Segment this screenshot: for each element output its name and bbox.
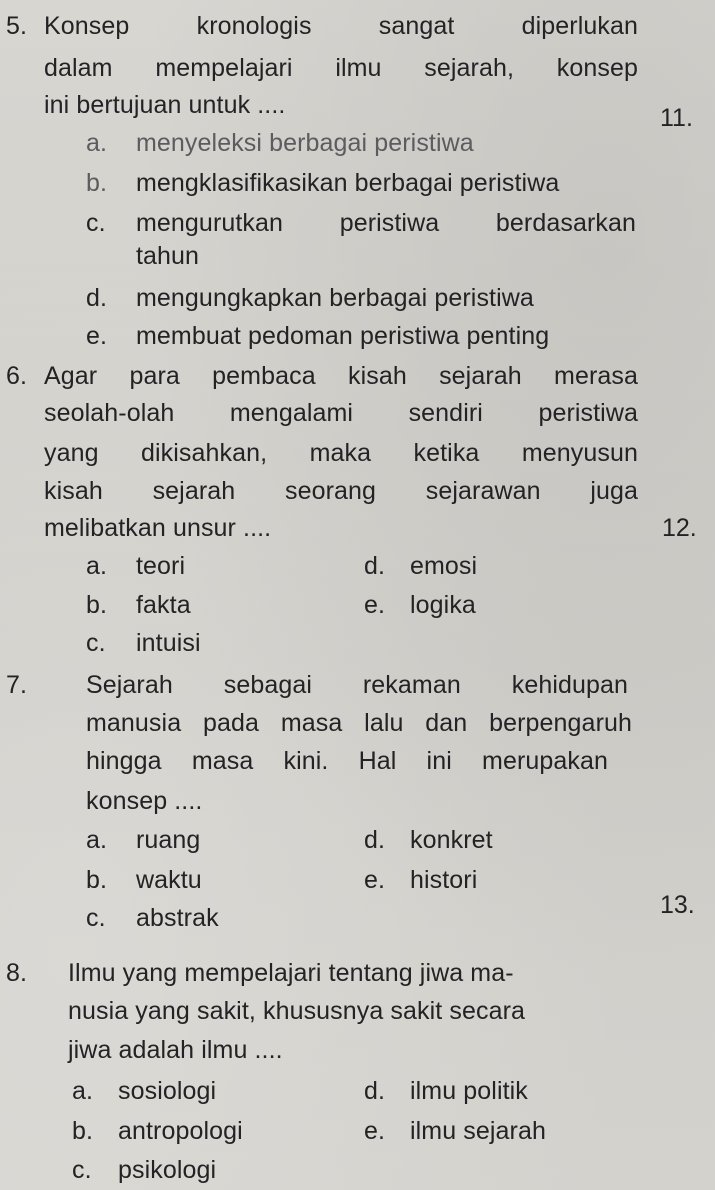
option-letter: d. [364,1077,386,1105]
question-text-line: nusia yang sakit, khususnya sakit secara [68,997,526,1025]
option-text: emosi [410,552,478,580]
question-text-line: Sejarah sebagai rekaman kehidupan [86,671,628,699]
question-text-line: melibatkan unsur .... [44,514,272,542]
option-letter: c. [86,209,106,237]
option-text: mengurutkan peristiwa berdasarkan [136,209,636,237]
option-text: fakta [136,591,191,619]
option-text: antropologi [118,1117,243,1145]
margin-question-number: 11. [660,104,693,132]
question-number: 8. [6,959,28,987]
question-text-line: hingga masa kini. Hal ini merupakan [86,747,608,775]
option-text: abstrak [136,904,219,932]
option-letter: a. [86,826,108,854]
option-text: membuat pedoman peristiwa penting [136,322,550,350]
option-letter: d. [86,284,108,312]
option-text: ilmu politik [410,1077,528,1105]
option-text: logika [410,591,476,619]
option-letter: a. [86,129,108,157]
question-text-line: dalam mempelajari ilmu sejarah, konsep [44,54,638,82]
option-text: mengungkapkan berbagai peristiwa [136,284,534,312]
option-letter: b. [86,169,108,197]
option-text: ruang [136,826,201,854]
option-text: waktu [136,866,202,894]
question-text-line: manusia pada masa lalu dan berpengaruh [86,709,632,737]
option-letter: a. [72,1077,94,1105]
option-text-continued: tahun [136,242,200,270]
option-letter: b. [72,1117,94,1145]
question-text-line: yang dikisahkan, maka ketika menyusun [44,439,638,467]
option-text: menyeleksi berbagai peristiwa [136,129,474,157]
question-text-line: konsep .... [86,787,203,815]
question-text-line: Konsep kronologis sangat diperlukan [44,12,638,40]
option-letter: e. [364,591,386,619]
option-letter: d. [364,826,386,854]
option-letter: c. [86,904,106,932]
option-text: sosiologi [118,1077,217,1105]
question-text-line: jiwa adalah ilmu .... [68,1036,283,1064]
option-text: histori [410,866,478,894]
option-letter: c. [72,1156,92,1184]
option-text: mengklasifikasikan berbagai peristiwa [136,169,560,197]
option-text: intuisi [136,629,201,657]
margin-question-number: 12. [662,514,697,542]
question-text-line: seolah-olah mengalami sendiri peristiwa [44,399,638,427]
question-number: 7. [6,671,28,699]
option-letter: b. [86,866,108,894]
option-text: konkret [410,826,493,854]
option-text: teori [136,552,186,580]
option-text: ilmu sejarah [410,1117,546,1145]
margin-question-number: 13. [660,891,695,919]
question-text-line: kisah sejarah seorang sejarawan juga [44,477,638,505]
question-number: 6. [6,362,28,390]
option-letter: e. [364,1117,386,1145]
option-letter: d. [364,552,386,580]
option-letter: b. [86,591,108,619]
question-text-line: Ilmu yang mempelajari tentang jiwa ma- [68,959,514,987]
option-text: psikologi [118,1156,217,1184]
question-number: 5. [6,12,28,40]
question-text-line: Agar para pembaca kisah sejarah merasa [44,362,638,390]
option-letter: e. [364,866,386,894]
question-text-line: ini bertujuan untuk .... [44,91,286,119]
option-letter: e. [86,322,108,350]
option-letter: a. [86,552,108,580]
option-letter: c. [86,629,106,657]
